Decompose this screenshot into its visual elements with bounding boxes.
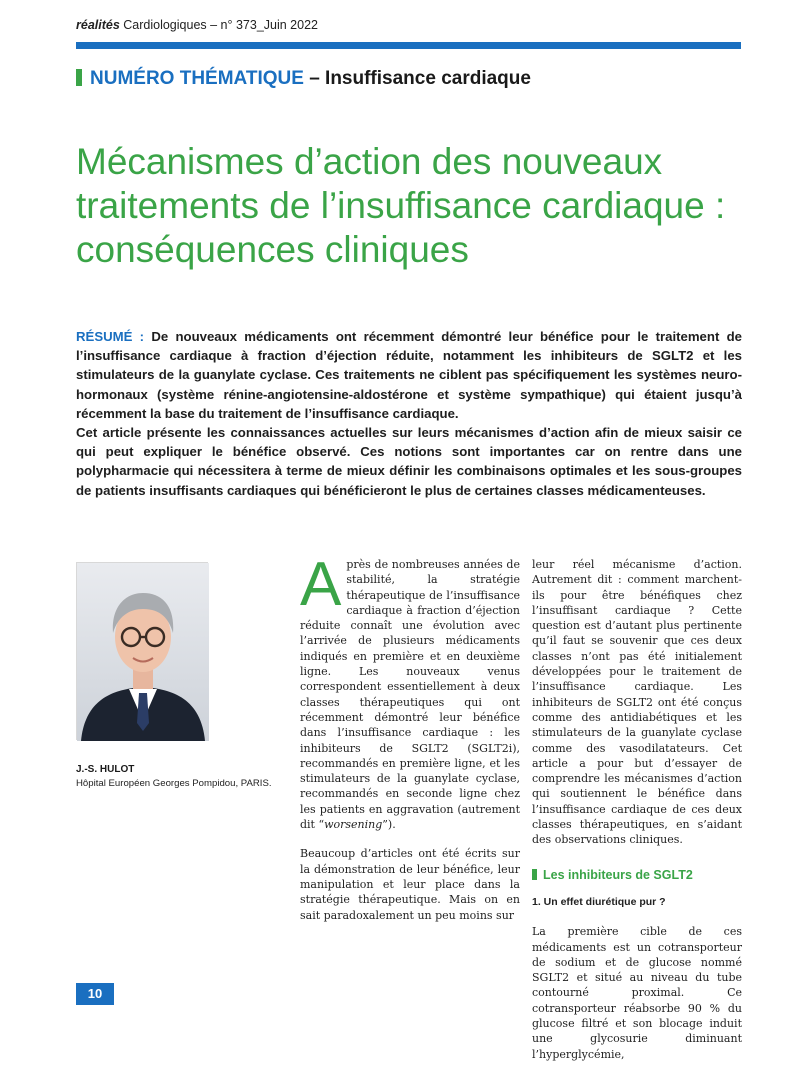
subsection-heading: 1. Un effet diurétique pur ? (532, 895, 666, 908)
author-name: J.-S. HULOT (76, 764, 135, 775)
section-heading-text: Les inhibiteurs de SGLT2 (543, 867, 693, 882)
section-tag (76, 68, 531, 90)
section-separator: – (303, 68, 326, 89)
abstract-lead: RÉSUMÉ : (76, 329, 145, 344)
drop-cap: A (300, 550, 342, 619)
page-number: 10 (76, 983, 114, 1005)
journal-issue: Cardiologiques – n° 373_Juin 2022 (119, 18, 318, 32)
abstract-text-1: De nouveaux médicaments ont récemment démontré leur bénéfice pour le traitement de l’insuffisance cardiaque à fraction d’éjection réduite, notamment les inhibiteurs de SGLT2 et les stimulateurs de la guanylate cyclase. Ces traitements ne ciblent pas spécifiquement les systèmes neuro-hormonaux (système rénine-angiotensine-aldostérone et système sympathique) qui étaient jusqu’à récemment la base du traitement de l’insuffisance cardiaque. (76, 329, 742, 421)
body-paragraph-3: La première cible de ces médicaments est un cotransporteur de sodium et de glucose nommé SGLT2 et situé au niveau du tube contourné proximal. Ce cotransporteur réabsorbe 90 % du glucose filtré et son blocage induit une glycosurie diminuant l’hyperglycémie, (532, 925, 742, 1061)
body-paragraph-1 (300, 550, 520, 832)
body-paragraph-1-text: près de nombreuses années de stabilité, la stratégie thérapeutique de l’insuffisance cardiaque à fraction d’éjection réduite connaît une évolution avec l’arrivée de plusieurs médicaments indiqués en première et en deuxième ligne. Les nouveaux venus correspondent essentiellement à deux classes thérapeutiques qui ont récemment démontré leur bénéfice dans l’insuffisance cardiaque : les inhibiteurs de SGLT2 (SGLT2i), recommandés en première ligne, et les stimulateurs de la guanylate cyclase, recommandés en seconde ligne chez les patients en aggravation (autrement dit “ (300, 558, 520, 832)
author-photo (76, 562, 208, 740)
author-portrait-image (77, 563, 209, 741)
body-column-left (300, 550, 520, 937)
header-rule (76, 42, 741, 49)
body-paragraph-1-end: ”). (382, 818, 396, 832)
journal-name: réalités (76, 18, 120, 32)
section-heading (532, 868, 742, 883)
body-paragraph-2: Beaucoup d’articles ont été écrits sur la démonstration de leur bénéfice, leur manipulation et leur place dans la stratégie thérapeutique. Mais on en sait paradoxalement un peu moins sur (300, 847, 520, 922)
section-marker (76, 69, 82, 86)
article-title: Mécanismes d’action des nouveaux traitements de l’insuffisance cardiaque : conséquences cliniques (76, 141, 726, 270)
body-paragraph-1-emphasis: worsening (324, 818, 383, 832)
section-heading-marker (532, 869, 537, 880)
abstract-paragraph-1 (76, 327, 742, 423)
section-label: NUMÉRO THÉMATIQUE (90, 68, 304, 89)
author-affiliation: Hôpital Européen Georges Pompidou, PARIS. (76, 778, 272, 789)
running-head (76, 18, 318, 32)
abstract-paragraph-2: Cet article présente les connaissances actuelles sur leurs mécanismes d’action afin de mieux saisir ce qui peut expliquer le bénéfice observé. Ces notions sont importantes car on rentre dans une polypharmacie qui nécessitera à terme de mieux définir les combinaisons optimales et les sous-groupes de patients insuffisants cardiaques qui bénéficieront le plus de certaines classes médicamenteuses. (76, 425, 742, 498)
abstract (76, 327, 742, 500)
body-column-right (532, 557, 742, 1076)
body-paragraph-2-continued: leur réel mécanisme d’action. Autrement dit : comment marchent-ils pour être bénéfiques chez l’insuffisant cardiaque ? Cette question est d’autant plus pertinente qu’il faut se souvenir que ces deux classes n’ont pas été initialement développées pour le traitement de l’insuffisance cardiaque. Les inhibiteurs de SGLT2 ont été conçus comme des antidiabétiques et les stimulateurs de la guanylate cyclase comme des vasodilatateurs. Cet article a pour but d’essayer de comprendre les mécanismes d’action qui soutiennent le bénéfice dans l’insuffisance cardiaque de ces deux classes thérapeutiques, en s’aidant des observations cliniques. (532, 558, 742, 847)
section-subject: Insuffisance cardiaque (325, 68, 531, 89)
